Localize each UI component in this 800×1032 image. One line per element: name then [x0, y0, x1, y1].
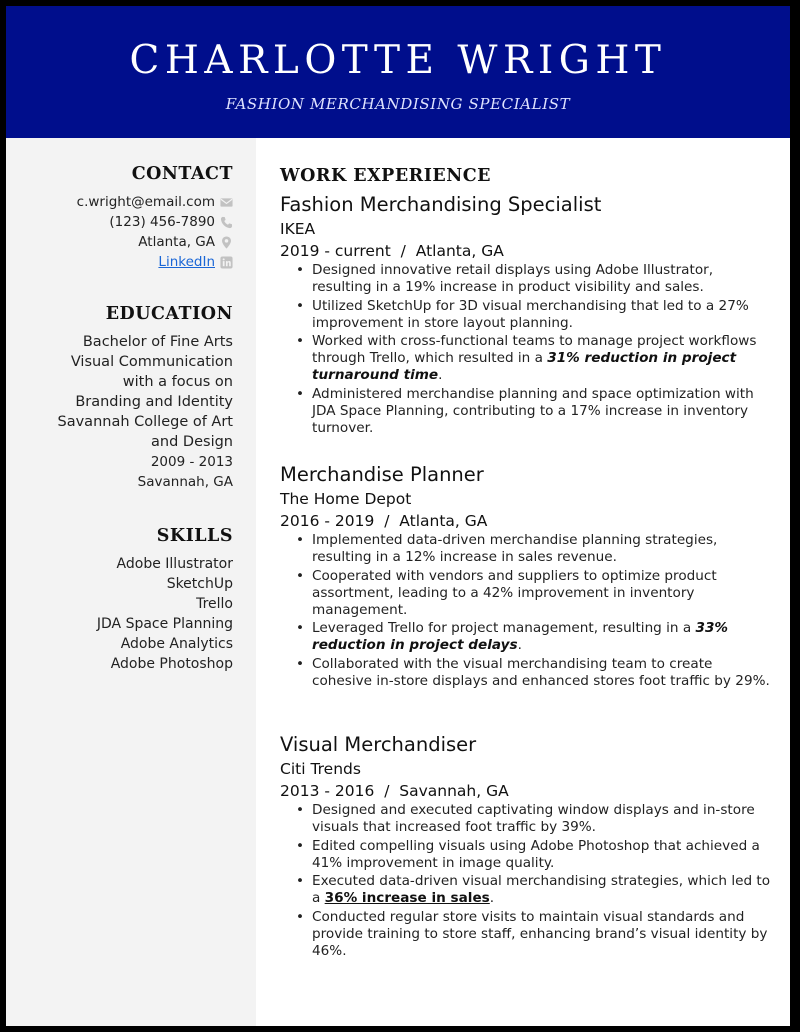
skill-item: Adobe Illustrator	[116, 556, 233, 572]
job-dates: 2016 - 2019	[280, 512, 375, 530]
job-bullet: • Conducted regular store visits to maintain visual standards and provide training to store staff, enhancing brand’s visual identity by 46%.	[312, 909, 776, 960]
job-bullet: • Worked with cross-functional teams to manage project workflows through Trello, which resulted in a 31% reduction in project turnaround time.	[312, 333, 776, 384]
job-location: Atlanta, GA	[399, 512, 488, 530]
skills-heading: SKILLS	[156, 526, 233, 546]
contact-linkedin-row	[77, 252, 233, 272]
job-bullet: • Executed data-driven visual merchandising strategies, which led to a 36% increase in sales.	[312, 873, 776, 907]
education-degree: Bachelor of Fine Arts	[82, 334, 233, 350]
job-bullets	[280, 262, 776, 437]
job-bullet: • Leveraged Trello for project management, resulting in a 33% reduction in project delays.	[312, 620, 776, 654]
job-title: Visual Merchandiser	[280, 733, 477, 756]
job-dates-location: 2016 - 2019 / Atlanta, GA	[280, 512, 488, 530]
job-bullet: • Edited compelling visuals using Adobe Photoshop that achieved a 41% improvement in image quality.	[312, 838, 776, 872]
education-major-line: with a focus on	[122, 374, 233, 390]
education-section	[58, 302, 233, 492]
bullet-highlight: 31% reduction in project turnaround time	[312, 350, 737, 383]
contact-phone: (123) 456-7890	[109, 214, 215, 230]
job-bullet: • Administered merchandise planning and space optimization with JDA Space Planning, contributing to a 17% increase in inventory turnover.	[312, 386, 776, 437]
education-school-line: and Design	[151, 434, 233, 450]
contact-email[interactable]: c.wright@email.com	[76, 194, 215, 210]
job-entry	[280, 732, 776, 961]
job-bullets	[280, 532, 776, 690]
contact-location-row	[77, 232, 233, 252]
job-location: Atlanta, GA	[415, 242, 504, 260]
job-entry	[280, 462, 776, 691]
education-major-line: Branding and Identity	[75, 394, 233, 410]
map-pin-icon	[220, 236, 233, 249]
candidate-title: FASHION MERCHANDISING SPECIALIST	[225, 95, 571, 113]
skill-item: Adobe Photoshop	[110, 656, 233, 672]
candidate-name: CHARLOTTE WRIGHT	[129, 38, 667, 83]
job-bullet: • Designed innovative retail displays using Adobe Illustrator, resulting in a 19% increase in product visibility and sales.	[312, 262, 776, 296]
education-heading: EDUCATION	[105, 304, 233, 324]
contact-heading: CONTACT	[131, 164, 233, 184]
linkedin-link[interactable]: LinkedIn	[158, 254, 215, 270]
contact-section	[77, 162, 233, 272]
sidebar	[6, 138, 256, 1026]
job-company: IKEA	[280, 220, 316, 238]
linkedin-icon	[220, 256, 233, 269]
job-dates-location: 2019 - current / Atlanta, GA	[280, 242, 504, 260]
education-school-line: Savannah College of Art	[57, 414, 233, 430]
bullet-highlight: 33% reduction in project delays	[312, 620, 729, 653]
job-dates-location: 2013 - 2016 / Savannah, GA	[280, 782, 509, 800]
resume-header	[6, 6, 790, 138]
job-bullet: • Designed and executed captivating window displays and in-store visuals that increased foot traffic by 39%.	[312, 802, 776, 836]
education-location: Savannah, GA	[137, 474, 233, 490]
phone-icon	[220, 216, 233, 229]
job-dates: 2019 - current	[280, 242, 391, 260]
bullet-highlight: 36% increase in sales	[324, 890, 490, 906]
envelope-icon	[220, 196, 233, 209]
education-major-line: Visual Communication	[70, 354, 233, 370]
skill-item: JDA Space Planning	[96, 616, 233, 632]
job-bullet: • Utilized SketchUp for 3D visual merchandising that led to a 27% improvement in store layout planning.	[312, 298, 776, 332]
job-bullet: • Implemented data-driven merchandise planning strategies, resulting in a 12% increase in sales revenue.	[312, 532, 776, 566]
job-company: Citi Trends	[280, 760, 361, 778]
job-entry	[280, 192, 776, 438]
work-experience-heading: WORK EXPERIENCE	[280, 166, 491, 186]
job-title: Fashion Merchandising Specialist	[280, 193, 602, 216]
contact-email-row	[77, 192, 233, 212]
job-company: The Home Depot	[280, 490, 412, 508]
skill-item: Trello	[196, 596, 233, 612]
job-dates: 2013 - 2016	[280, 782, 375, 800]
job-location: Savannah, GA	[399, 782, 509, 800]
contact-phone-row	[77, 212, 233, 232]
skill-item: SketchUp	[166, 576, 233, 592]
job-bullet: • Cooperated with vendors and suppliers to optimize product assortment, leading to a 42% improvement in inventory management.	[312, 568, 776, 619]
job-bullet: • Collaborated with the visual merchandising team to create cohesive in-store displays and enhanced stores foot traffic by 29%.	[312, 656, 776, 690]
job-title: Merchandise Planner	[280, 463, 484, 486]
contact-location: Atlanta, GA	[138, 234, 215, 250]
job-bullets	[280, 802, 776, 960]
skill-item: Adobe Analytics	[120, 636, 233, 652]
education-years: 2009 - 2013	[150, 454, 233, 470]
resume-page	[6, 6, 790, 1026]
skills-section	[97, 524, 233, 674]
